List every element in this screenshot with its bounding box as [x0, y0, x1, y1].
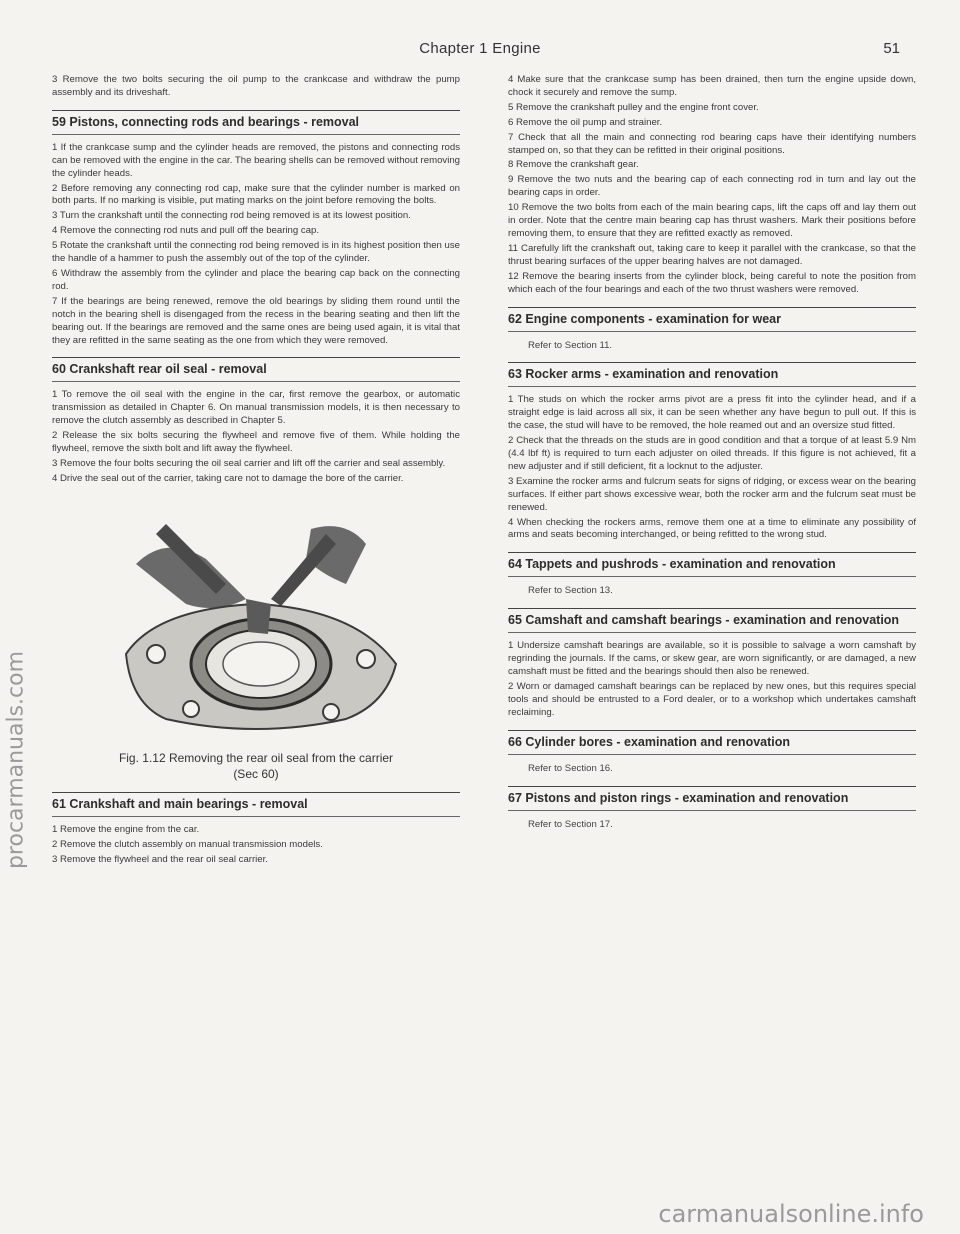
section-title: 65 Camshaft and camshaft bearings - examination and renovation: [508, 608, 916, 633]
bottom-watermark: carmanualsonline.info: [658, 1200, 924, 1228]
paragraph: 2 Remove the clutch assembly on manual transmission models.: [52, 838, 323, 850]
paragraph: 7 Check that all the main and connecting rod bearing caps have their identifying numbers stamped on, so that they can be refitted in their original positions.: [508, 131, 916, 156]
section-61: [52, 792, 460, 867]
paragraph: 5 Remove the crankshaft pulley and the engine front cover.: [508, 101, 759, 113]
figure-1-12: [52, 504, 460, 782]
intro-paragraph: 3 Remove the two bolts securing the oil pump to the crankcase and withdraw the pump assembly and its driveshaft.: [52, 74, 460, 98]
section-title: 59 Pistons, connecting rods and bearings - removal: [52, 110, 460, 135]
paragraph: 2 Release the six bolts securing the flywheel and remove five of them. While holding the flywheel, remove the sixth bolt and lift away the flywheel.: [52, 430, 460, 455]
page-header: [0, 40, 960, 64]
chapter-title: Chapter 1 Engine: [419, 40, 541, 57]
section-title: 67 Pistons and piston rings - examination and renovation: [508, 786, 916, 811]
refer-text: Refer to Section 11.: [528, 339, 613, 351]
paragraph: 4 Make sure that the crankcase sump has been drained, then turn the engine upside down, chock it securely and remove the sump.: [508, 74, 916, 98]
paragraph: 6 Withdraw the assembly from the cylinder and place the bearing cap back on the connecting rod.: [52, 267, 460, 292]
refer-text: Refer to Section 16.: [528, 762, 613, 774]
oil-seal-carrier-illustration: [96, 504, 416, 744]
section-title: 60 Crankshaft rear oil seal - removal: [52, 357, 460, 382]
section-title: 64 Tappets and pushrods - examination and renovation: [508, 552, 916, 577]
paragraph: 1 Remove the engine from the car.: [52, 823, 200, 835]
section-65: [508, 608, 916, 719]
left-column: [52, 74, 460, 868]
refer-text: Refer to Section 17.: [528, 818, 613, 830]
paragraph: 1 The studs on which the rocker arms pivot are a press fit into the cylinder head, and if a straight edge is laid across all six, it can be seen whether any have begun to pull out. If this is the case, the stud will have to be removed, the hole reamed out and an oversize stud fitted.: [508, 394, 916, 432]
paragraph: 8 Remove the crankshaft gear.: [508, 159, 639, 171]
paragraph: 2 Check that the threads on the studs are in good condition and that a torque of at least 5.9 Nm (4.4 lbf ft) is required to turn each adjuster on oiled threads. If this figure is not achieved, fit a new adjuster and if still deficient, fit a locknut to the adjuster.: [508, 435, 916, 472]
side-watermark: [4, 560, 28, 960]
figure-caption-line-1: Fig. 1.12 Removing the rear oil seal from the carrier: [118, 750, 394, 765]
paragraph: 11 Carefully lift the crankshaft out, taking care to keep it parallel with the crankcase, so that the thrust bearing surfaces of the upper bearing halves are not damaged.: [508, 242, 916, 267]
paragraph: 10 Remove the two bolts from each of the main bearing caps, lift the caps off and lay them out in order. Note that the centre main bearing cap has thrust washers. Mark their positions before removing them, to ensure that they are refitted exactly as removed.: [508, 202, 916, 239]
section-62: [508, 307, 916, 353]
section-67: [508, 786, 916, 832]
paragraph: 9 Remove the two nuts and the bearing cap of each connecting rod in turn and lay out the bearing caps in order.: [508, 174, 916, 199]
paragraph: 7 If the bearings are being renewed, remove the old bearings by sliding them round until the notch in the bearing shell is disengaged from the recess in the bearing seating and then lift the bearing out. If the bearings are removed and the same ones are being used again, it is vital that they are refitted in the same seating as the one from which they were removed.: [52, 295, 460, 346]
section-64: [508, 552, 916, 598]
section-title: 63 Rocker arms - examination and renovation: [508, 362, 916, 387]
section-59: [52, 110, 460, 348]
right-column: [508, 74, 916, 842]
figure-caption-line-2: (Sec 60): [233, 766, 279, 781]
paragraph: 3 Examine the rocker arms and fulcrum seats for signs of ridging, or excess wear on the bearing surfaces. If either part shows excessive wear, both the rocker arm and the fulcrum seat must be renewed.: [508, 475, 916, 513]
paragraph: 1 Undersize camshaft bearings are available, so it is possible to salvage a worn camshaft by regrinding the journals. If the cams, or skew gear, are worn significantly, or are damaged, a new camshaft must be fitted and the bearings should then also be renewed.: [508, 640, 916, 678]
paragraph: 3 Remove the flywheel and the rear oil seal carrier.: [52, 853, 268, 865]
paragraph: 1 To remove the oil seal with the engine in the car, first remove the gearbox, or automatic transmission as detailed in Chapter 6. On manual transmission models, it is then necessary to remove the clutch assembly as described in Chapter 5.: [52, 389, 460, 427]
paragraph: 2 Before removing any connecting rod cap, make sure that the cylinder number is marked on both parts. If no marking is visible, put mating marks on the joint before removing the bolts.: [52, 182, 460, 207]
paragraph: 4 Drive the seal out of the carrier, taking care not to damage the bore of the carrier.: [52, 472, 404, 484]
section-66: [508, 730, 916, 776]
refer-text: Refer to Section 13.: [528, 585, 613, 597]
section-title: 61 Crankshaft and main bearings - removal: [52, 792, 460, 817]
section-title: 62 Engine components - examination for wear: [508, 307, 916, 332]
paragraph: 6 Remove the oil pump and strainer.: [508, 116, 663, 128]
paragraph: 4 Remove the connecting rod nuts and pull off the bearing cap.: [52, 225, 320, 237]
paragraph: 1 If the crankcase sump and the cylinder heads are removed, the pistons and connecting rods can be removed with the engine in the car. The bearing shells can be removed without removing the cylinder heads.: [52, 141, 460, 179]
paragraph: 12 Remove the bearing inserts from the cylinder block, being careful to note the position from which each of the four bearings and each of the two thrust washers were removed.: [508, 270, 916, 295]
paragraph: 3 Turn the crankshaft until the connecting rod being removed is at its lowest position.: [52, 210, 411, 222]
paragraph: 2 Worn or damaged camshaft bearings can be replaced by new ones, but this requires special tools and should be entrusted to a Ford dealer, or to a workshop which undertakes camshaft reclaiming.: [508, 681, 916, 718]
section-title: 66 Cylinder bores - examination and renovation: [508, 730, 916, 755]
paragraph: 5 Rotate the crankshaft until the connecting rod being removed is in its highest position then use the handle of a hammer to push the assembly out of the top of the cylinder.: [52, 240, 460, 265]
figure-caption: [52, 750, 460, 782]
side-watermark-text: procarmanuals.com: [3, 650, 29, 870]
paragraph: 4 When checking the rockers arms, remove them one at a time to eliminate any possibility of arms and seats becoming interchanged, or being refitted to the wrong stud.: [508, 516, 916, 541]
paragraph: 3 Remove the four bolts securing the oil seal carrier and lift off the carrier and seal assembly.: [52, 457, 446, 469]
section-60: [52, 357, 460, 485]
section-63: [508, 362, 916, 542]
page-number: 51: [883, 40, 900, 57]
